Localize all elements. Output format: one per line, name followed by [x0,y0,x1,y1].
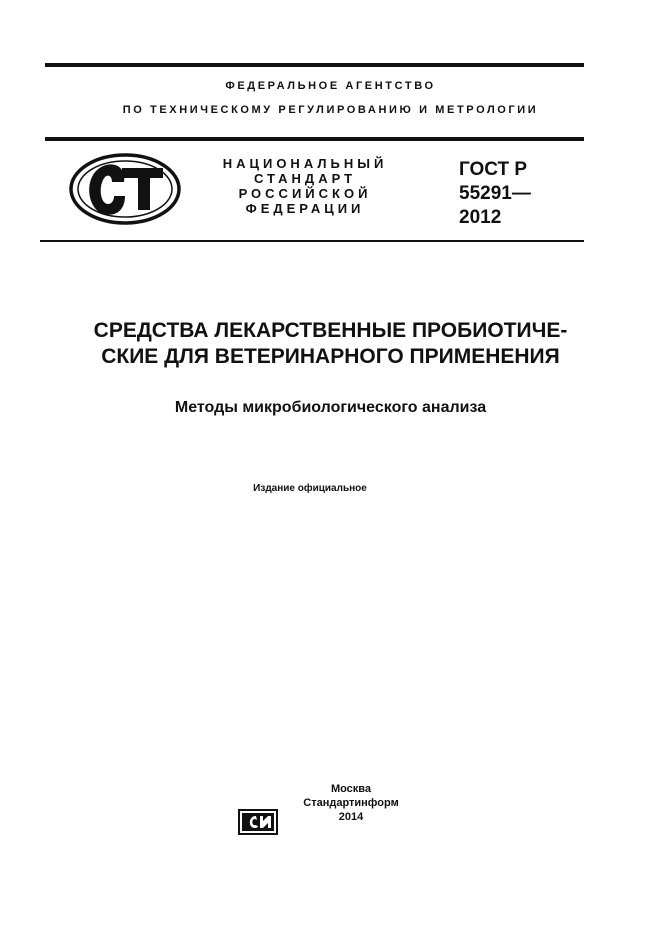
agency-line-1: ФЕДЕРАЛЬНОЕ АГЕНТСТВО [225,80,436,92]
designation-line: 55291— [459,183,531,204]
national-line: ФЕДЕРАЦИИ [245,201,365,216]
national-standard-label [215,156,395,216]
edition-label: Издание официальное [253,483,367,494]
national-line: РОССИЙСКОЙ [238,186,372,201]
designation-line: ГОСТ Р [459,159,528,180]
designation-line: 2012 [459,207,502,228]
national-line: СТАНДАРТ [253,171,357,186]
agency-line-2: ПО ТЕХНИЧЕСКОМУ РЕГУЛИРОВАНИЮ И МЕТРОЛОГИИ [122,104,539,116]
agency-rule [45,137,584,141]
imprint-city: Москва [330,783,372,795]
standard-block-rule [40,240,584,242]
document-subtitle: Методы микробиологического анализа [174,399,487,416]
title-line-1: СРЕДСТВА ЛЕКАРСТВЕННЫЕ ПРОБИОТИЧЕ- [93,319,568,342]
imprint-publisher: Стандартинформ [303,797,399,809]
rst-certification-mark-icon [68,152,183,226]
standartinform-logo-icon [238,807,278,837]
document-title [0,318,661,370]
imprint-year: 2014 [338,811,364,823]
standard-designation [459,158,579,230]
national-line: НАЦИОНАЛЬНЫЙ [222,156,388,171]
top-rule [45,63,584,67]
title-line-2: СКИЕ ДЛЯ ВЕТЕРИНАРНОГО ПРИМЕНЕНИЯ [101,345,560,368]
imprint [276,782,426,824]
